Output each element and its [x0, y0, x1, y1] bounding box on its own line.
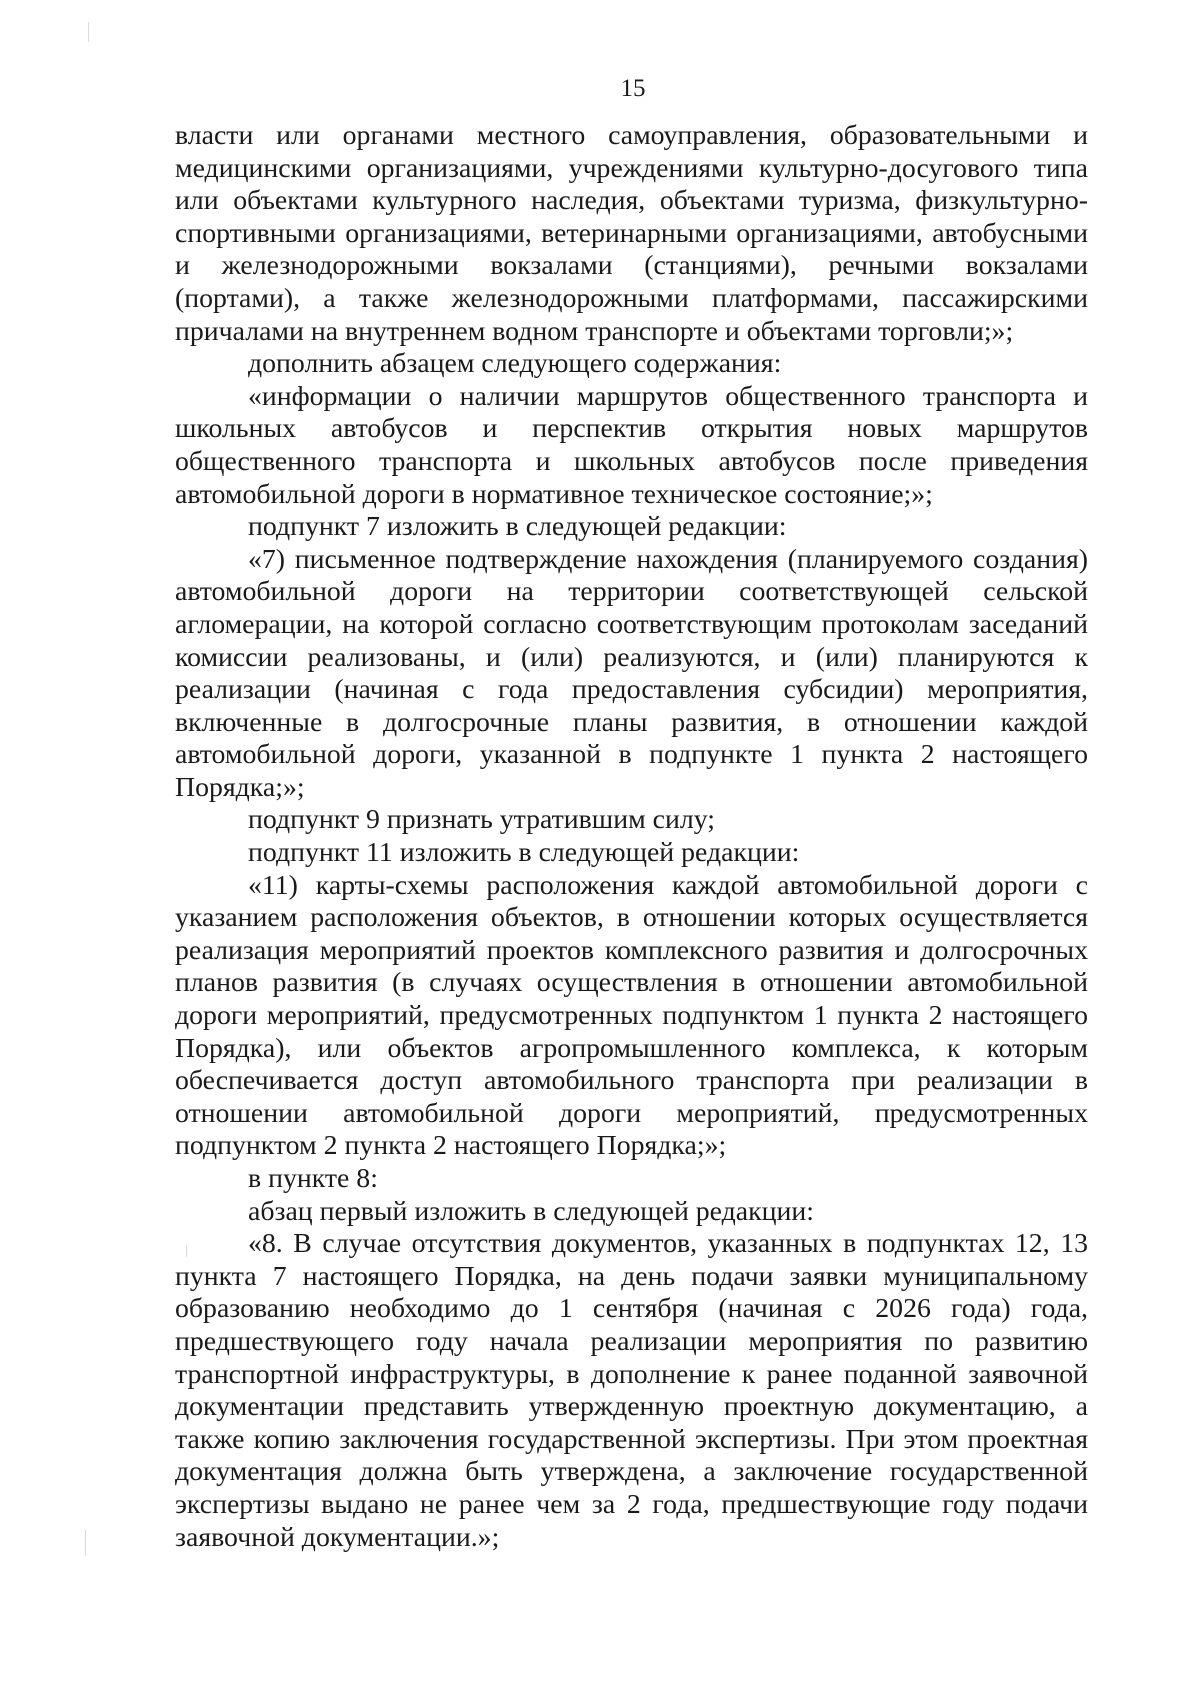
paragraph-quoted-text: «7) письменное подтверждение нахождения (планируемого создания) автомобильной дороги на территории соответствующей сельской агломерации, на которой согласно соответствующим протоколам заседаний комиссии реализованы, и (или) реализуются, и (или) планируются к реализации (начиная с года предоставления субсидии) мероприятия, включенные в долгосрочные планы развития, в отношении каждой автомобильной дороги, указанной в подпункте 1 пункта 2 настоящего Порядка;»; — [175, 543, 1088, 803]
paragraph-amendment-instruction: подпункт 9 признать утратившим силу; — [248, 804, 715, 836]
paragraph-amendment-instruction: подпункт 7 изложить в следующей редакции: — [248, 511, 787, 543]
scan-artifact — [88, 22, 89, 42]
paragraph-amendment-instruction: в пункте 8: — [248, 1163, 378, 1194]
paragraph-quoted-text: «11) карты-схемы расположения каждой автомобильной дороги с указанием расположения объектов, в отношении которых осуществляется реализация мероприятий проектов комплексного развития и долгосрочных планов развития (в случаях осуществления в отношении автомобильной дороги мероприятий, предусмотренных подпунктом 1 пункта 2 настоящего Порядка), или объектов агропромышленного комплекса, к которым обеспечивается доступ автомобильного транспорта при реализации в отношении автомобильной дороги мероприятий, предусмотренных подпунктом 2 пункта 2 настоящего Порядка;»; — [175, 869, 1088, 1162]
page-number: 15 — [620, 75, 646, 102]
paragraph-continuation: власти или органами местного самоуправления, образовательными и медицинскими организациями, учреждениями культурно-досугового типа или объектами культурного наследия, объектами туризма, физкультурно-спортивными организациями, ветеринарными организациями, автобусными и железнодорожными вокзалами (станциями), речными вокзалами (портами), а также железнодорожными платформами, пассажирскими причалами на внутреннем водном транспорте и объектами торговли;»; — [175, 120, 1088, 347]
scan-artifact — [186, 1245, 187, 1257]
paragraph-amendment-instruction: дополнить абзацем следующего содержания: — [248, 348, 782, 380]
paragraph-quoted-text: «информации о наличии маршрутов общественного транспорта и школьных автобусов и перспектив открытия новых маршрутов общественного транспорта и школьных автобусов после приведения автомобильной дороги в нормативное техническое состояние;»; — [175, 380, 1088, 510]
paragraph-amendment-instruction: подпункт 11 изложить в следующей редакции: — [248, 837, 800, 869]
paragraph-amendment-instruction: абзац первый изложить в следующей редакции: — [248, 1195, 814, 1227]
paragraph-quoted-text: «8. В случае отсутствия документов, указанных в подпунктах 12, 13 пункта 7 настоящего Порядка, на день подачи заявки муниципальному образованию необходимо до 1 сентября (начиная с 2026 года) года, предшествующего году начала реализации мероприятия по развитию транспортной инфраструктуры, в дополнение к ранее поданной заявочной документации представить утвержденную проектную документацию, а также копию заключения государственной экспертизы. При этом проектная документация должна быть утверждена, а заключение государственной экспертизы выдано не ранее чем за 2 года, предшествующие году подачи заявочной документации.»; — [175, 1228, 1088, 1553]
document-body — [175, 120, 1088, 1554]
scan-artifact — [85, 1530, 86, 1556]
